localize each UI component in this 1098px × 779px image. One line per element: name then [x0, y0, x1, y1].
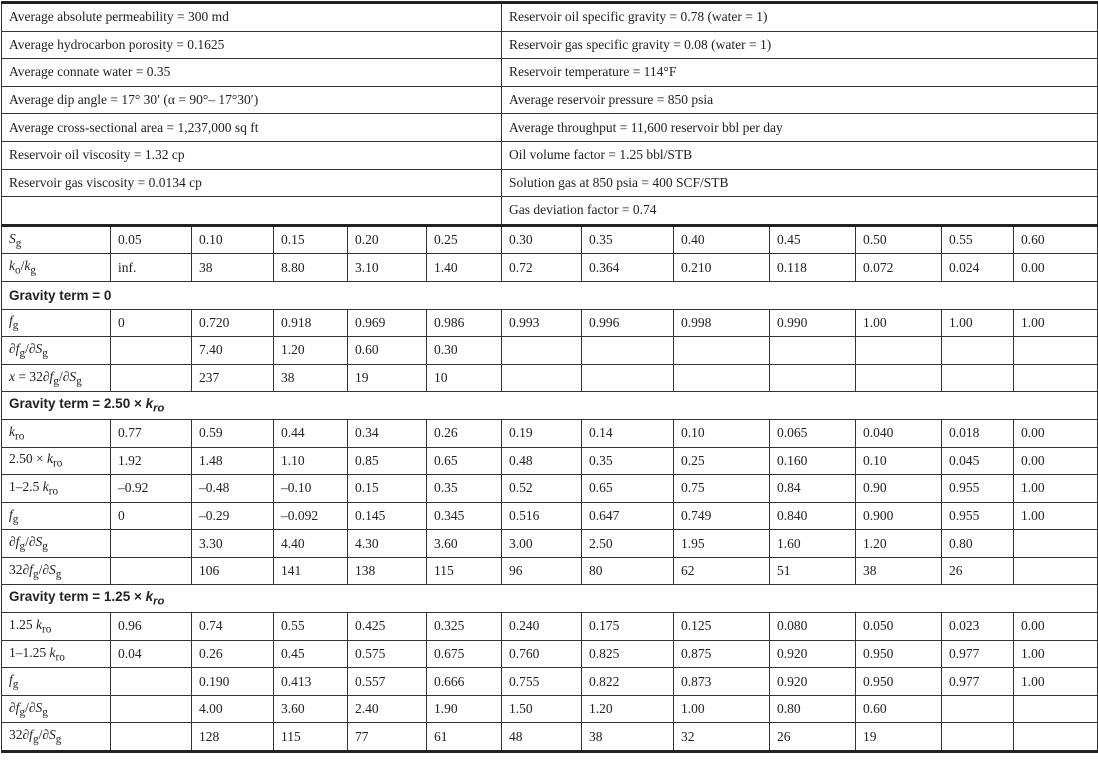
table-cell: 0.345 — [427, 502, 502, 530]
table-cell: 0.045 — [942, 447, 1014, 475]
param-cell-left: Reservoir oil viscosity = 1.32 cp — [2, 141, 502, 169]
table-cell: 0.05 — [111, 225, 192, 254]
table-cell: 48 — [502, 723, 582, 752]
table-cell: 0.977 — [942, 668, 1014, 696]
table-cell: 0.920 — [770, 668, 856, 696]
table-cell: 1.50 — [502, 695, 582, 723]
row-label: $k_{ro}$ — [2, 419, 111, 447]
table-cell: 26 — [942, 557, 1014, 585]
table-cell: 0.875 — [674, 640, 770, 668]
table-cell: –0.092 — [274, 502, 348, 530]
table-cell — [1014, 337, 1098, 365]
row-label: 1–1.25 $k_{ro}$ — [2, 640, 111, 668]
table-cell: 0.040 — [856, 419, 942, 447]
table-cell: 0 — [111, 502, 192, 530]
row-label: $f_g$ — [2, 309, 111, 337]
table-cell: 1.00 — [1014, 668, 1098, 696]
section-row — [2, 585, 1098, 613]
param-cell-right: Reservoir temperature = 114°F — [502, 59, 1098, 87]
section-row — [2, 281, 1098, 309]
table-cell: 0.65 — [582, 475, 674, 503]
table-cell: 0.050 — [856, 613, 942, 641]
param-cell-right: Reservoir gas specific gravity = 0.08 (water = 1) — [502, 31, 1098, 59]
section-row — [2, 392, 1098, 420]
table-cell: 0.72 — [502, 254, 582, 282]
table-cell: 0.85 — [348, 447, 427, 475]
table-cell: 4.30 — [348, 530, 427, 558]
table-cell: 3.30 — [192, 530, 274, 558]
table-cell: 0.48 — [502, 447, 582, 475]
table-cell: 0.125 — [674, 613, 770, 641]
table-cell: 0.10 — [674, 419, 770, 447]
table-cell — [942, 723, 1014, 752]
table-cell: 0.26 — [427, 419, 502, 447]
table-cell: 0.413 — [274, 668, 348, 696]
row-label: $\partial f_g/\partial S_g$ — [2, 695, 111, 723]
section-heading — [2, 585, 1098, 613]
table-cell: 0.00 — [1014, 254, 1098, 282]
table-cell: 0.018 — [942, 419, 1014, 447]
table-cell: 0.822 — [582, 668, 674, 696]
param-cell-left: Average connate water = 0.35 — [2, 59, 502, 87]
row-label: 1.25 $k_{ro}$ — [2, 613, 111, 641]
table-row — [2, 254, 1098, 282]
table-cell: 0.74 — [192, 613, 274, 641]
table-row — [2, 668, 1098, 696]
table-cell: 0.50 — [856, 225, 942, 254]
table-cell: 0.34 — [348, 419, 427, 447]
table-cell: 0.647 — [582, 502, 674, 530]
table-cell: 0.675 — [427, 640, 502, 668]
section-heading — [2, 392, 1098, 420]
param-row — [2, 31, 1098, 59]
table-cell: 106 — [192, 557, 274, 585]
table-cell: 0.10 — [192, 225, 274, 254]
row-label: 1–2.5 $k_{ro}$ — [2, 475, 111, 503]
table-cell: 115 — [274, 723, 348, 752]
table-cell: 0.825 — [582, 640, 674, 668]
table-cell: 3.10 — [348, 254, 427, 282]
table-cell: 7.40 — [192, 337, 274, 365]
table-cell: 0.80 — [942, 530, 1014, 558]
table-cell — [856, 337, 942, 365]
table-cell: 0.26 — [192, 640, 274, 668]
table-cell: 1.40 — [427, 254, 502, 282]
table-cell: 0.30 — [502, 225, 582, 254]
section-heading-text: Gravity term = 0 — [9, 287, 112, 303]
section-heading-var: k — [145, 396, 154, 412]
table-cell: 0.364 — [582, 254, 674, 282]
section-heading-sub: ro — [153, 402, 165, 415]
param-cell-right: Reservoir oil specific gravity = 0.78 (water = 1) — [502, 3, 1098, 32]
table-cell: 0.55 — [942, 225, 1014, 254]
table-row — [2, 419, 1098, 447]
table-cell — [111, 695, 192, 723]
table-cell: 0 — [111, 309, 192, 337]
table-cell: 0.325 — [427, 613, 502, 641]
table-cell — [770, 364, 856, 392]
table-cell: 61 — [427, 723, 502, 752]
table-cell: 3.60 — [427, 530, 502, 558]
table-cell: 0.118 — [770, 254, 856, 282]
table-cell: 3.60 — [274, 695, 348, 723]
table-cell: 0.25 — [427, 225, 502, 254]
table-cell: inf. — [111, 254, 192, 282]
table-cell: 0.55 — [274, 613, 348, 641]
table-cell: 1.10 — [274, 447, 348, 475]
table-cell: 0.00 — [1014, 613, 1098, 641]
table-cell: 19 — [856, 723, 942, 752]
row-label: $32\partial f_g/\partial S_g$ — [2, 557, 111, 585]
table-cell: 0.900 — [856, 502, 942, 530]
table-cell: 0.00 — [1014, 447, 1098, 475]
table-cell: 1.20 — [856, 530, 942, 558]
table-cell: 0.873 — [674, 668, 770, 696]
table-cell: 1.00 — [856, 309, 942, 337]
table-row — [2, 723, 1098, 752]
table-cell: –0.10 — [274, 475, 348, 503]
table-cell: 38 — [274, 364, 348, 392]
param-row — [2, 141, 1098, 169]
table-cell: 1.00 — [1014, 640, 1098, 668]
table-cell — [111, 723, 192, 752]
row-label: $k_o/k_g$ — [2, 254, 111, 282]
table-cell — [111, 668, 192, 696]
param-cell-left: Average hydrocarbon porosity = 0.1625 — [2, 31, 502, 59]
param-cell-left: Average dip angle = 17° 30′ (α = 90°– 17°30′) — [2, 86, 502, 114]
table-cell: 0.60 — [348, 337, 427, 365]
table-cell: 0.14 — [582, 419, 674, 447]
table-cell: 0.77 — [111, 419, 192, 447]
table-cell: 1.48 — [192, 447, 274, 475]
table-cell: 4.00 — [192, 695, 274, 723]
row-label: $x = 32\partial f_g/\partial S_g$ — [2, 364, 111, 392]
table-cell: 0.35 — [582, 447, 674, 475]
table-cell: 0.023 — [942, 613, 1014, 641]
param-cell-right: Average reservoir pressure = 850 psia — [502, 86, 1098, 114]
table-cell: 0.45 — [274, 640, 348, 668]
table-row — [2, 475, 1098, 503]
table-cell: 0.425 — [348, 613, 427, 641]
table-cell: 62 — [674, 557, 770, 585]
table-cell — [1014, 364, 1098, 392]
table-cell: 0.065 — [770, 419, 856, 447]
table-cell — [770, 337, 856, 365]
table-cell — [942, 337, 1014, 365]
table-cell: 4.40 — [274, 530, 348, 558]
table-cell: –0.29 — [192, 502, 274, 530]
table-cell: 0.950 — [856, 640, 942, 668]
table-cell: 0.96 — [111, 613, 192, 641]
table-cell: 77 — [348, 723, 427, 752]
table-cell: 1.92 — [111, 447, 192, 475]
param-row — [2, 59, 1098, 87]
table-cell: 38 — [192, 254, 274, 282]
table-row — [2, 502, 1098, 530]
table-cell: 1.00 — [942, 309, 1014, 337]
table-cell: 2.40 — [348, 695, 427, 723]
table-cell: 19 — [348, 364, 427, 392]
table-cell — [111, 337, 192, 365]
param-row — [2, 114, 1098, 142]
table-row — [2, 640, 1098, 668]
table-cell — [502, 364, 582, 392]
table-cell: 0.35 — [582, 225, 674, 254]
table-cell: 0.993 — [502, 309, 582, 337]
table-cell: –0.48 — [192, 475, 274, 503]
table-cell: 1.00 — [1014, 502, 1098, 530]
table-cell: 0.969 — [348, 309, 427, 337]
table-cell: 0.25 — [674, 447, 770, 475]
table-cell — [502, 337, 582, 365]
table-cell: 0.04 — [111, 640, 192, 668]
table-cell: 0.072 — [856, 254, 942, 282]
table-cell — [1014, 530, 1098, 558]
table-cell: 0.19 — [502, 419, 582, 447]
table-cell: 0.35 — [427, 475, 502, 503]
table-cell: 0.998 — [674, 309, 770, 337]
table-cell: 0.955 — [942, 502, 1014, 530]
table-cell — [582, 364, 674, 392]
table-cell: 0.90 — [856, 475, 942, 503]
table-cell: 0.45 — [770, 225, 856, 254]
table-cell: 0.00 — [1014, 419, 1098, 447]
table-cell: 0.575 — [348, 640, 427, 668]
table-cell: 0.240 — [502, 613, 582, 641]
section-heading-sub: ro — [153, 596, 165, 609]
table-cell: 0.918 — [274, 309, 348, 337]
row-label: $32\partial f_g/\partial S_g$ — [2, 723, 111, 752]
param-cell-left: Average cross-sectional area = 1,237,000 sq ft — [2, 114, 502, 142]
table-cell — [1014, 557, 1098, 585]
table-cell: 141 — [274, 557, 348, 585]
param-cell-left: Average absolute permeability = 300 md — [2, 3, 502, 32]
table-cell: 0.977 — [942, 640, 1014, 668]
table-cell: 0.024 — [942, 254, 1014, 282]
table-row — [2, 530, 1098, 558]
table-cell: 38 — [582, 723, 674, 752]
row-label: $S_g$ — [2, 225, 111, 254]
table-cell — [582, 337, 674, 365]
table-cell — [942, 695, 1014, 723]
table-row — [2, 695, 1098, 723]
param-cell-right: Oil volume factor = 1.25 bbl/STB — [502, 141, 1098, 169]
table-cell: 0.920 — [770, 640, 856, 668]
table-cell: 0.10 — [856, 447, 942, 475]
data-table — [1, 1, 1098, 753]
table-cell: 0.210 — [674, 254, 770, 282]
section-heading-text: Gravity term = 1.25 × — [9, 589, 146, 605]
table-cell: 1.00 — [1014, 309, 1098, 337]
table-cell: 1.90 — [427, 695, 502, 723]
table-cell: 0.15 — [348, 475, 427, 503]
table-cell: 38 — [856, 557, 942, 585]
table-cell: 0.80 — [770, 695, 856, 723]
table-cell: 0.996 — [582, 309, 674, 337]
table-row — [2, 225, 1098, 254]
table-cell: 51 — [770, 557, 856, 585]
table-cell: 0.175 — [582, 613, 674, 641]
param-row — [2, 3, 1098, 32]
param-cell-left — [2, 197, 502, 226]
param-cell-right: Average throughput = 11,600 reservoir bbl per day — [502, 114, 1098, 142]
table-cell: 0.990 — [770, 309, 856, 337]
table-cell — [856, 364, 942, 392]
table-cell: 0.080 — [770, 613, 856, 641]
table-cell: 1.95 — [674, 530, 770, 558]
table-cell: 0.840 — [770, 502, 856, 530]
param-row — [2, 197, 1098, 226]
table-cell: 0.40 — [674, 225, 770, 254]
table-cell: 0.60 — [856, 695, 942, 723]
table-cell: 8.80 — [274, 254, 348, 282]
table-cell: 115 — [427, 557, 502, 585]
table-cell: 0.44 — [274, 419, 348, 447]
table-cell: 96 — [502, 557, 582, 585]
param-cell-left: Reservoir gas viscosity = 0.0134 cp — [2, 169, 502, 197]
table-cell: 138 — [348, 557, 427, 585]
section-heading-text: Gravity term = 2.50 × — [9, 396, 146, 412]
table-cell: 0.950 — [856, 668, 942, 696]
param-row — [2, 169, 1098, 197]
table-cell: 0.60 — [1014, 225, 1098, 254]
table-cell: 0.15 — [274, 225, 348, 254]
section-heading — [2, 281, 1098, 309]
table-row — [2, 337, 1098, 365]
table-cell: –0.92 — [111, 475, 192, 503]
table-cell: 0.84 — [770, 475, 856, 503]
table-cell: 0.720 — [192, 309, 274, 337]
table-cell — [111, 530, 192, 558]
table-cell: 32 — [674, 723, 770, 752]
table-cell: 0.755 — [502, 668, 582, 696]
table-cell — [1014, 695, 1098, 723]
table-cell: 0.666 — [427, 668, 502, 696]
table-cell: 0.516 — [502, 502, 582, 530]
table-cell: 2.50 — [582, 530, 674, 558]
table-cell — [1014, 723, 1098, 752]
table-row — [2, 309, 1098, 337]
table-cell: 0.59 — [192, 419, 274, 447]
row-label: $f_g$ — [2, 502, 111, 530]
param-row — [2, 86, 1098, 114]
table-cell: 0.986 — [427, 309, 502, 337]
table-cell — [111, 364, 192, 392]
table-cell: 0.190 — [192, 668, 274, 696]
table-cell: 0.30 — [427, 337, 502, 365]
table-cell — [111, 557, 192, 585]
table-cell: 1.20 — [274, 337, 348, 365]
table-cell — [942, 364, 1014, 392]
table-cell — [674, 364, 770, 392]
table-cell: 0.145 — [348, 502, 427, 530]
table-cell: 1.20 — [582, 695, 674, 723]
table-cell: 26 — [770, 723, 856, 752]
table-cell: 0.557 — [348, 668, 427, 696]
table-cell: 1.00 — [1014, 475, 1098, 503]
row-label: $\partial f_g/\partial S_g$ — [2, 530, 111, 558]
row-label: $f_g$ — [2, 668, 111, 696]
table-cell: 10 — [427, 364, 502, 392]
section-heading-var: k — [145, 589, 154, 605]
param-cell-right: Solution gas at 850 psia = 400 SCF/STB — [502, 169, 1098, 197]
table-cell: 0.65 — [427, 447, 502, 475]
table-cell: 1.60 — [770, 530, 856, 558]
table-cell: 80 — [582, 557, 674, 585]
table-cell: 0.20 — [348, 225, 427, 254]
table-cell: 128 — [192, 723, 274, 752]
table-cell: 237 — [192, 364, 274, 392]
table-cell: 0.75 — [674, 475, 770, 503]
table-cell: 0.52 — [502, 475, 582, 503]
table-row — [2, 557, 1098, 585]
row-label: $2.50 \times k_{ro}$ — [2, 447, 111, 475]
param-cell-right: Gas deviation factor = 0.74 — [502, 197, 1098, 226]
table-row — [2, 447, 1098, 475]
table-cell — [674, 337, 770, 365]
table-row — [2, 613, 1098, 641]
table-cell: 0.160 — [770, 447, 856, 475]
table-cell: 0.955 — [942, 475, 1014, 503]
table-cell: 0.760 — [502, 640, 582, 668]
row-label: $\partial f_g/\partial S_g$ — [2, 337, 111, 365]
table-cell: 1.00 — [674, 695, 770, 723]
table-cell: 0.749 — [674, 502, 770, 530]
table-cell: 3.00 — [502, 530, 582, 558]
table-row — [2, 364, 1098, 392]
